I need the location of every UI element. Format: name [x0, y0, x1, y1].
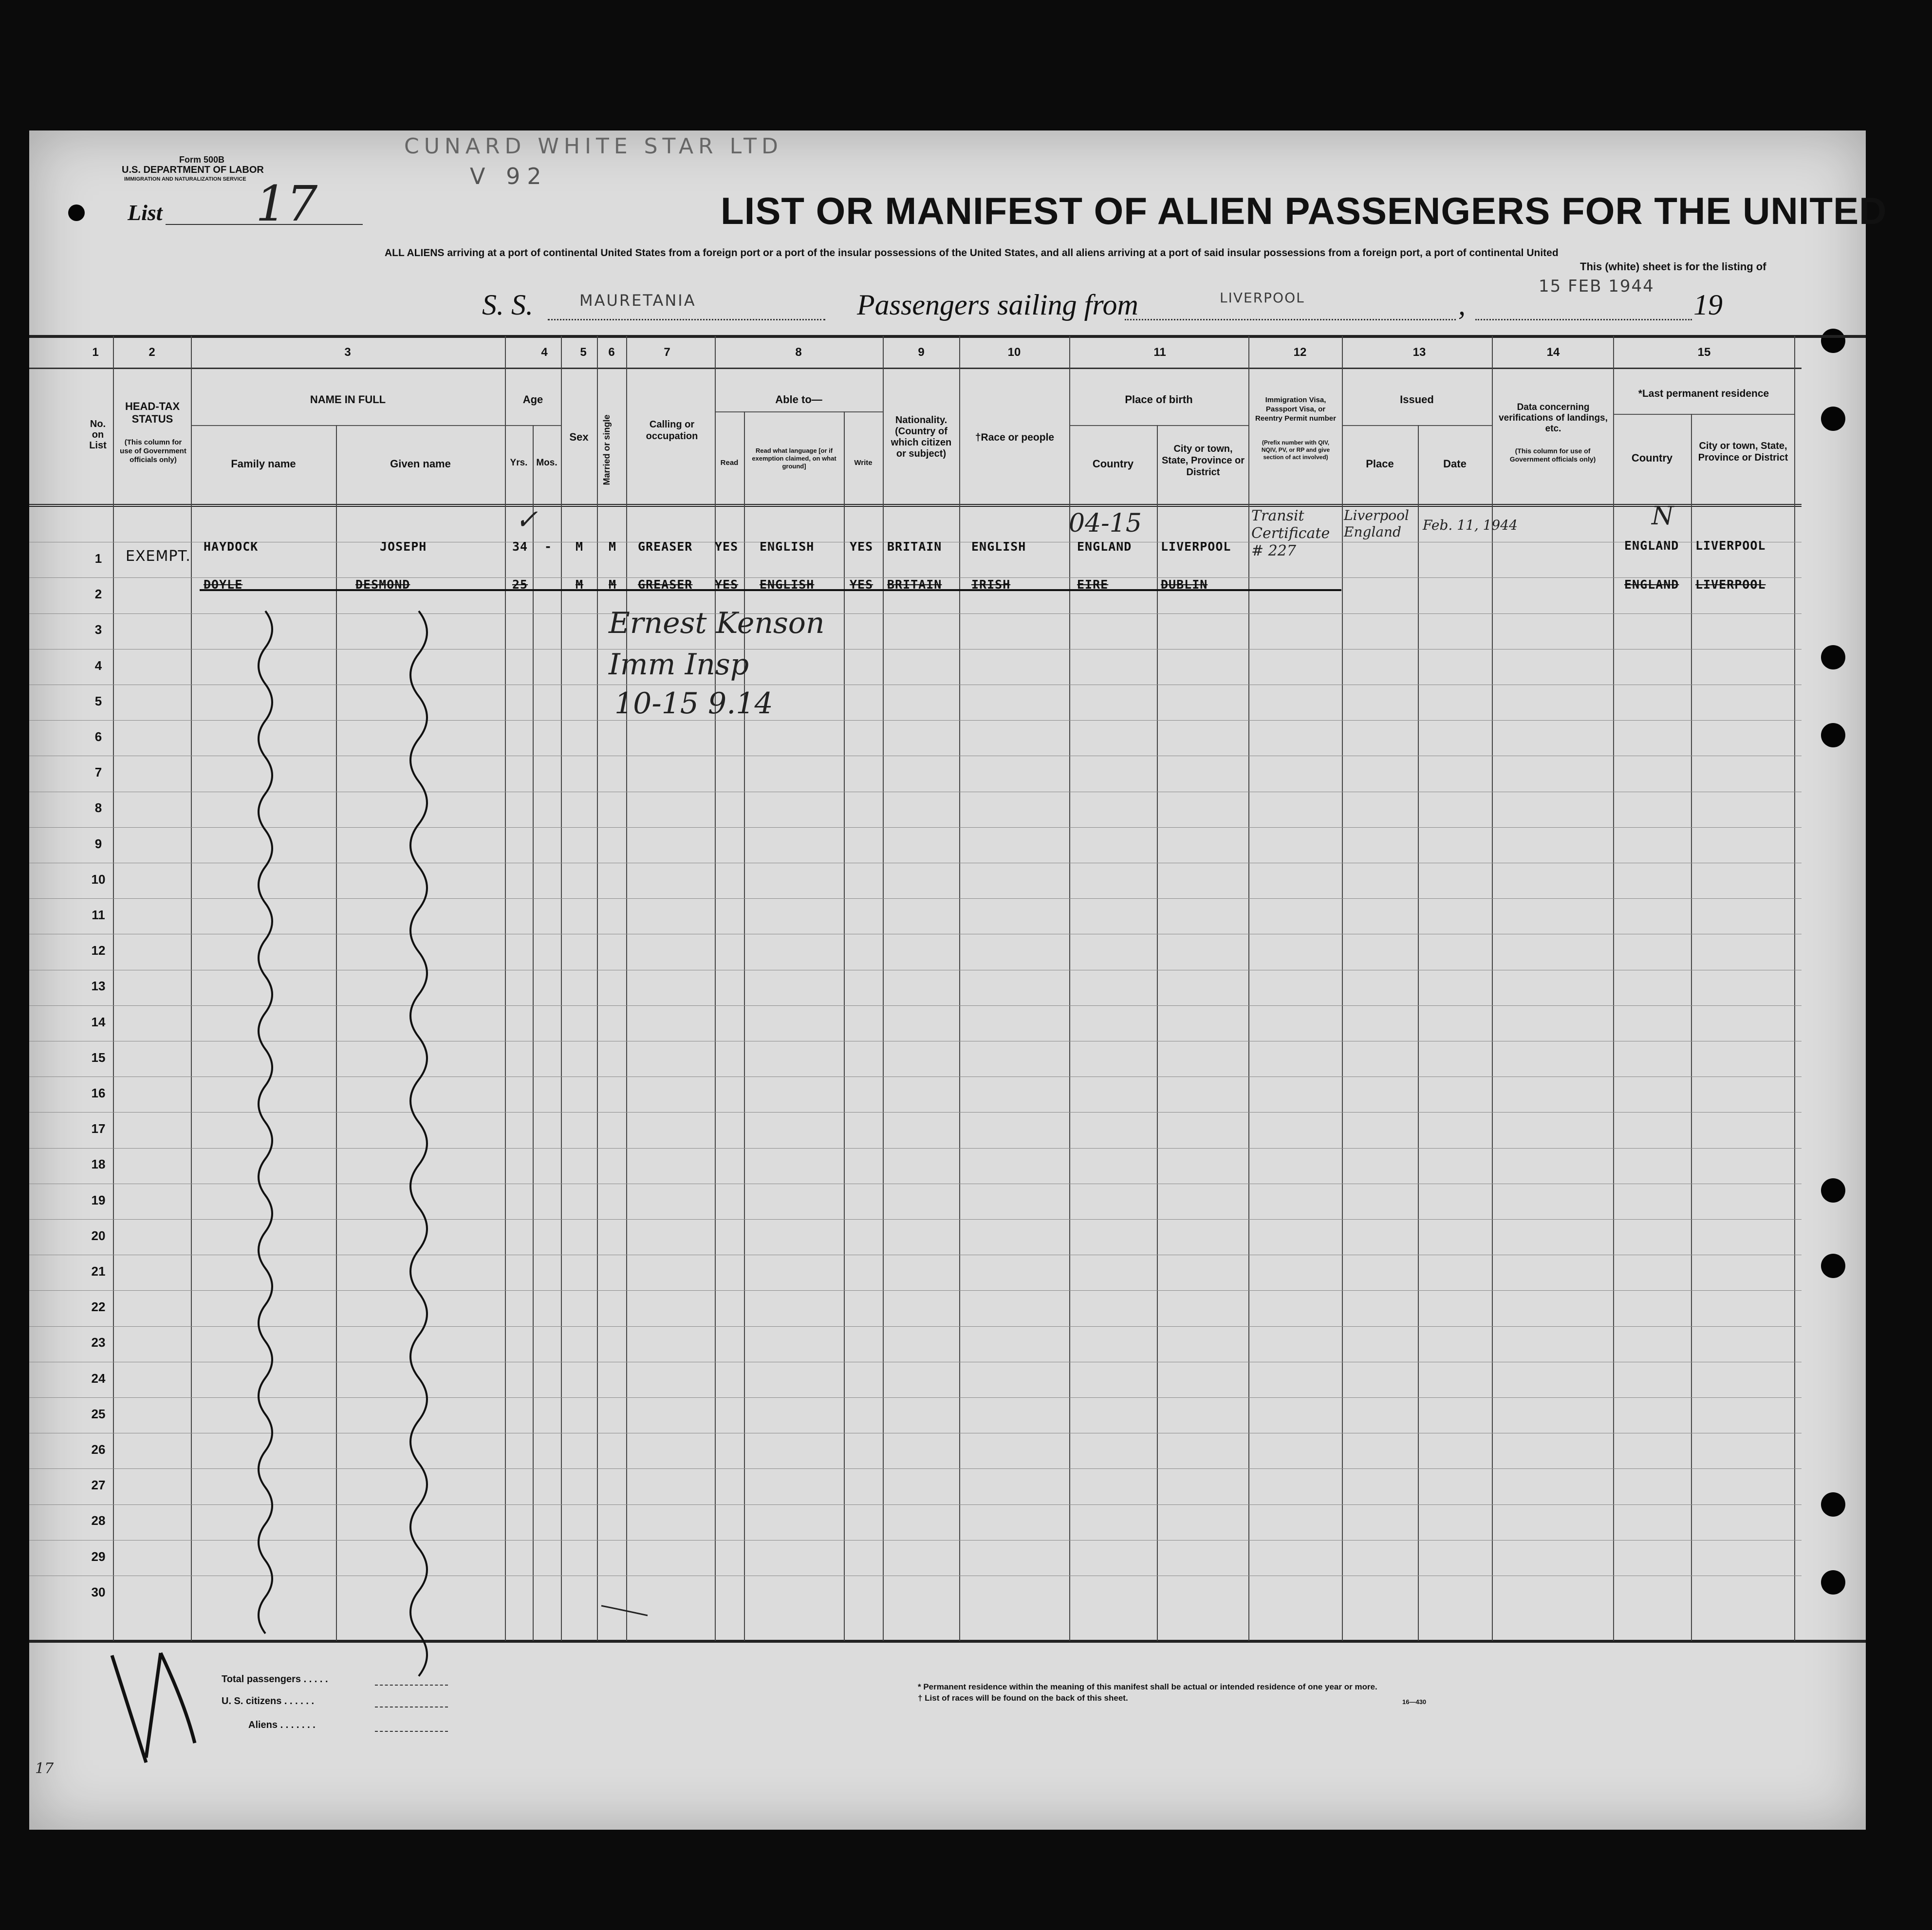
- row2-write: YES: [850, 577, 873, 592]
- aliens-label: Aliens . . . . . . .: [248, 1720, 316, 1730]
- table-top-rule: [29, 335, 1866, 338]
- line-stamp: CUNARD WHITE STAR LTD: [404, 134, 783, 159]
- comma: ,: [1458, 289, 1466, 321]
- column-number: 10: [1007, 346, 1021, 359]
- row-number: 15: [91, 1050, 106, 1065]
- footnote-residence: * Permanent residence within the meaning of this manifest shall be actual or intended residence of one year or more.: [918, 1682, 1377, 1691]
- subheader-rule: [1342, 425, 1492, 426]
- departure-port: LIVERPOOL: [1220, 290, 1305, 306]
- row1-visa: Transit Certificate # 227: [1251, 507, 1330, 559]
- header-birth-country: Country: [1092, 458, 1134, 470]
- ship-name: MAURETANIA: [579, 291, 696, 310]
- row-rule: [29, 1005, 1802, 1006]
- header-issued-place: Place: [1366, 458, 1394, 470]
- column-divider: [1691, 414, 1692, 1641]
- list-label: List: [128, 200, 163, 225]
- column-number: 12: [1293, 346, 1307, 359]
- column-divider: [715, 336, 716, 1641]
- punch-hole: [1821, 1254, 1845, 1278]
- row1-married: M: [609, 539, 617, 554]
- row-rule: [29, 720, 1802, 721]
- date-underline: [1475, 319, 1692, 320]
- row-number: 13: [91, 979, 106, 994]
- row-number: 26: [91, 1442, 106, 1457]
- row1-calling: GREASER: [638, 539, 693, 554]
- column-divider: [1248, 336, 1249, 1641]
- column-divider: [959, 336, 960, 1641]
- row-rule: [29, 1468, 1802, 1469]
- row1-language: ENGLISH: [760, 539, 815, 554]
- column-divider: [113, 336, 114, 1641]
- row-rule: [29, 898, 1802, 899]
- row2-yrs: 25: [512, 577, 528, 592]
- row-number: 10: [91, 872, 106, 887]
- total-underline: [375, 1685, 448, 1686]
- header-head-tax-note: (This column for use of Government officials only): [120, 438, 186, 464]
- row-number: 6: [94, 729, 102, 744]
- punch-hole: [1821, 645, 1845, 669]
- row-rule: [29, 1504, 1802, 1505]
- row-rule: [29, 613, 1802, 614]
- row-number: 4: [94, 658, 102, 673]
- column-divider: [883, 336, 884, 1641]
- row-number: 8: [94, 800, 102, 816]
- column-number: 11: [1153, 346, 1166, 359]
- row-number: 23: [91, 1335, 106, 1350]
- voyage-number: V 92: [470, 163, 548, 189]
- column-divider: [561, 336, 562, 1641]
- header-visa: Immigration Visa, Passport Visa, or Reentry Permit number: [1255, 396, 1336, 423]
- header-landing-note: (This column for use of Government officials only): [1509, 447, 1596, 463]
- punch-hole: [1821, 723, 1845, 747]
- ss-label: S. S.: [482, 289, 533, 321]
- header-landing-data: Data concerning verifications of landings, etc.: [1499, 402, 1608, 434]
- row1-given-name: JOSEPH: [380, 539, 427, 554]
- column-divider: [1342, 336, 1343, 1641]
- inspector-date: 10-15 9.14: [614, 687, 773, 721]
- row2-res-country: ENGLAND: [1624, 577, 1679, 592]
- row2-res-city: LIVERPOOL: [1695, 577, 1766, 592]
- header-yrs: Yrs.: [510, 458, 528, 468]
- header-issued: Issued: [1400, 393, 1434, 406]
- subheader-rule: [715, 411, 883, 412]
- row2-birth-city: DUBLIN: [1161, 577, 1208, 592]
- row1-race: ENGLISH: [971, 539, 1026, 554]
- column-divider: [533, 425, 534, 1641]
- column-divider: [844, 411, 845, 1641]
- column-number: 7: [664, 346, 670, 359]
- us-citizens-label: U. S. citizens . . . . . .: [222, 1696, 315, 1707]
- row1-issued-date: Feb. 11, 1944: [1423, 517, 1518, 533]
- aliens-underline: [375, 1731, 448, 1732]
- birth-annotation: 04-15: [1069, 509, 1142, 538]
- column-number: 8: [795, 346, 802, 359]
- header-birth-city: City or town, State, Province or District: [1161, 444, 1245, 478]
- header-write: Write: [854, 459, 873, 467]
- row2-strike-line: [200, 589, 1341, 591]
- column-divider: [744, 411, 745, 1641]
- row-number: 3: [94, 622, 102, 637]
- punch-hole: [68, 204, 85, 221]
- row2-language: ENGLISH: [760, 577, 815, 592]
- row-number: 27: [91, 1478, 106, 1493]
- column-divider: [597, 336, 598, 1641]
- row2-nationality: BRITAIN: [887, 577, 942, 592]
- row1-sex: M: [576, 539, 584, 554]
- row1-res-city: LIVERPOOL: [1695, 538, 1766, 553]
- row1-head-tax: EXEMPT.: [126, 548, 191, 565]
- header-res-city: City or town, State, Province or District: [1698, 441, 1788, 463]
- form-code: 16—430: [1402, 1698, 1427, 1706]
- punch-hole: [1821, 407, 1845, 431]
- punch-hole: [1821, 1178, 1845, 1203]
- row-number: 7: [94, 765, 102, 780]
- row-rule: [29, 1148, 1802, 1149]
- row-number: 9: [94, 836, 102, 851]
- row2-birth-country: EIRE: [1077, 577, 1109, 592]
- row-number: 25: [91, 1406, 106, 1421]
- row1-issued-place: Liverpool England: [1344, 507, 1409, 540]
- column-divider: [1157, 425, 1158, 1641]
- form-number: Form 500B: [179, 155, 225, 165]
- row-rule: [29, 649, 1802, 650]
- column-divider: [191, 336, 192, 1641]
- punch-hole: [1821, 329, 1845, 353]
- row2-read: YES: [715, 577, 739, 592]
- header-mos: Mos.: [536, 458, 557, 468]
- column-number: 14: [1546, 346, 1560, 359]
- header-age: Age: [522, 393, 543, 406]
- row-rule: [29, 1219, 1802, 1220]
- row1-family-name: HAYDOCK: [204, 539, 259, 554]
- header-read: Read: [720, 459, 739, 467]
- column-number: 2: [149, 346, 155, 359]
- row2-sex: M: [576, 577, 584, 592]
- corner-mark: 17: [35, 1760, 54, 1777]
- column-number: 15: [1697, 346, 1711, 359]
- header-place-of-birth: Place of birth: [1125, 393, 1193, 406]
- colnum-rule: [29, 368, 1802, 369]
- row-rule: [29, 1326, 1802, 1327]
- header-bottom-rule: [29, 504, 1802, 507]
- header-last-residence: *Last permanent residence: [1638, 388, 1769, 399]
- department-name: U.S. DEPARTMENT OF LABOR: [122, 165, 264, 175]
- header-family-name: Family name: [231, 458, 296, 470]
- total-passengers-label: Total passengers . . . . .: [222, 1674, 328, 1685]
- header-read-language: Read what language [or if exemption claimed, on what ground]: [752, 447, 836, 470]
- subheader-rule: [191, 425, 505, 426]
- row1-birth-country: ENGLAND: [1077, 539, 1132, 554]
- punch-hole: [1821, 1570, 1845, 1595]
- row-number: 11: [92, 908, 105, 922]
- column-number: 5: [580, 346, 587, 359]
- column-number: 9: [918, 346, 925, 359]
- row-rule: [29, 827, 1802, 828]
- column-divider: [336, 425, 337, 1641]
- row-number: 24: [91, 1371, 106, 1386]
- column-number: 13: [1412, 346, 1426, 359]
- column-number: 4: [541, 346, 548, 359]
- year-label: 19: [1693, 289, 1723, 321]
- subheader-rule: [1613, 414, 1794, 415]
- row1-birth-city: LIVERPOOL: [1161, 539, 1231, 554]
- port-underline: [1125, 319, 1456, 320]
- row-number: 18: [91, 1157, 106, 1172]
- row1-mos: -: [544, 539, 553, 554]
- header-nationality: Nationality. (Country of which citizen or subject): [891, 415, 952, 459]
- residence-mark: N: [1652, 501, 1674, 531]
- header-issued-date: Date: [1443, 458, 1467, 470]
- row-rule: [29, 1397, 1802, 1398]
- inspector-signature: Ernest Kenson: [609, 606, 825, 640]
- subheader-rule: [1069, 425, 1248, 426]
- list-number: 17: [256, 175, 318, 232]
- row-number: 19: [91, 1192, 106, 1207]
- row2-given-name: DESMOND: [355, 577, 410, 592]
- row-number: 20: [91, 1228, 106, 1243]
- row1-read: YES: [715, 539, 739, 554]
- header-no-on-list: No. on List: [89, 419, 107, 451]
- row-number: 5: [94, 693, 102, 708]
- table-bottom-rule: [29, 1640, 1866, 1643]
- header-race: †Race or people: [975, 432, 1055, 443]
- header-sex: Sex: [569, 431, 589, 443]
- row2-calling: GREASER: [638, 577, 693, 592]
- column-number: 1: [92, 346, 99, 359]
- row1-yrs: 34: [512, 539, 528, 554]
- column-divider: [1418, 425, 1419, 1641]
- header-name-in-full: NAME IN FULL: [310, 393, 386, 406]
- row-number: 29: [91, 1549, 106, 1564]
- row-number: 21: [91, 1264, 106, 1279]
- header-given-name: Given name: [390, 458, 451, 470]
- header-able-to: Able to—: [775, 393, 822, 406]
- punch-hole: [1821, 1492, 1845, 1517]
- row2-married: M: [609, 577, 617, 592]
- column-divider: [626, 336, 627, 1641]
- row-number: 1: [94, 551, 102, 566]
- manifest-sheet: [29, 130, 1866, 1830]
- column-divider: [1794, 336, 1795, 1641]
- header-married: Married or single: [602, 414, 612, 485]
- row-number: 30: [91, 1584, 106, 1599]
- row-number: 16: [91, 1086, 106, 1100]
- row1-write: YES: [850, 539, 873, 554]
- manifest-title: LIST OR MANIFEST OF ALIEN PASSENGERS FOR THE UNITED: [721, 189, 1887, 232]
- column-number: 6: [608, 346, 615, 359]
- header-visa-note: (Prefix number with QIV, NQIV, PV, or RP and give section of act involved): [1261, 439, 1330, 461]
- row1-res-country: ENGLAND: [1624, 538, 1679, 553]
- age-check-mark: ✓: [515, 504, 538, 536]
- row-number: 14: [91, 1014, 106, 1029]
- row-number: 22: [91, 1299, 106, 1315]
- header-head-tax: HEAD-TAX STATUS: [125, 400, 180, 425]
- row-rule: [29, 1076, 1802, 1077]
- row1-nationality: BRITAIN: [887, 539, 942, 554]
- row-rule: [29, 1112, 1802, 1113]
- row-number: 12: [91, 943, 106, 958]
- row-rule: [29, 1290, 1802, 1291]
- ship-underline: [548, 319, 825, 320]
- row-number: 28: [91, 1513, 106, 1528]
- column-divider: [1613, 336, 1614, 1641]
- service-name: IMMIGRATION AND NATURALIZATION SERVICE: [124, 176, 246, 182]
- row2-family-name: DOYLE: [204, 577, 243, 592]
- footnote-races: † List of races will be found on the back of this sheet.: [918, 1693, 1128, 1703]
- inspector-title: Imm Insp: [609, 648, 749, 682]
- manifest-subtitle-2: This (white) sheet is for the listing of: [1580, 260, 1766, 273]
- date-stamp: 15 FEB 1944: [1539, 277, 1654, 296]
- column-number: 3: [344, 346, 351, 359]
- sailing-from-label: Passengers sailing from: [857, 289, 1138, 321]
- header-res-country: Country: [1631, 452, 1673, 464]
- row2-race: IRISH: [971, 577, 1011, 592]
- header-calling: Calling or occupation: [646, 419, 698, 442]
- manifest-subtitle-1: ALL ALIENS arriving at a port of continental United States from a foreign port or a port of the insular possessions of the United States, and all aliens arriving at a port of said insular possessions from a foreign port, a port of continental United: [385, 247, 1559, 259]
- row-number: 17: [91, 1121, 106, 1136]
- row-number: 2: [94, 587, 102, 602]
- column-divider: [505, 336, 506, 1641]
